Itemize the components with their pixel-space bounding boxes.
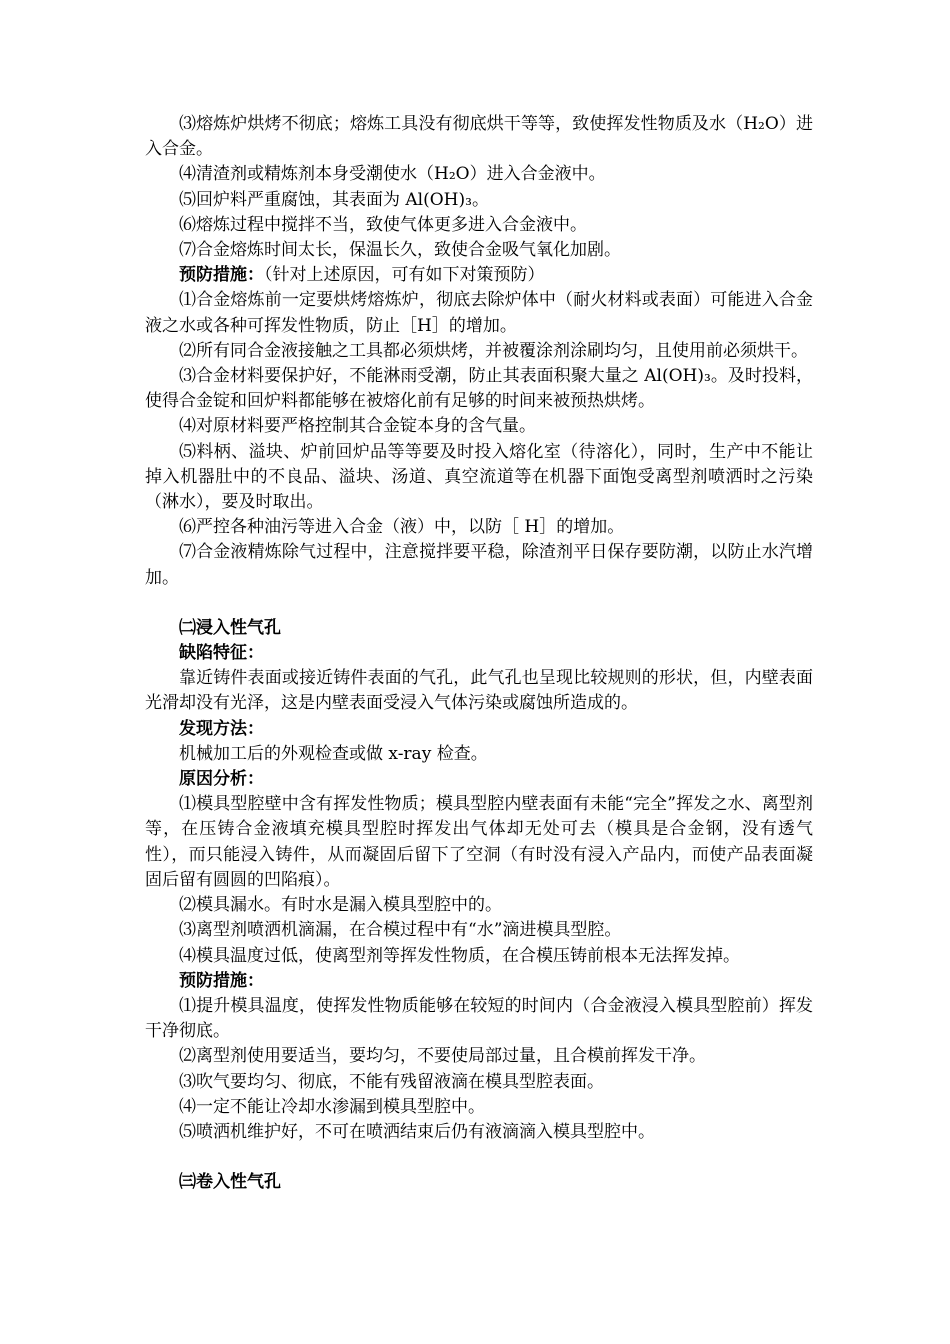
feature-text: 靠近铸件表面或接近铸件表面的气孔，此气孔也呈现比较规则的形状，但，内壁表面光滑却没有光泽，这是内壁表面受浸入气体污染或腐蚀所造成的。 [145, 668, 813, 714]
prevention-item: ⑷一定不能让冷却水渗漏到模具型腔中。 [179, 1096, 485, 1117]
prevention-item: ⑺合金液精炼除气过程中，注意搅拌要平稳，除渣剂平日保存要防潮，以防止水汽增加。 [145, 542, 813, 588]
prevention-item: ⑵离型剂使用要适当，要均匀，不要使局部过量，且合模前挥发干净。 [179, 1046, 706, 1067]
cause-item: ⑷清渣剂或精炼剂本身受潮使水（H₂O）进入合金液中。 [179, 164, 606, 185]
cause-label: 原因分析： [179, 769, 264, 790]
cause-item: ⑺合金熔炼时间太长，保温长久，致使合金吸气氧化加剧。 [179, 240, 621, 261]
prevention-heading-line [145, 263, 813, 288]
prevention-item: ⑶吹气要均匀、彻底，不能有残留液滴在模具型腔表面。 [179, 1071, 604, 1092]
cause-item: ⑶离型剂喷洒机滴漏，在合模过程中有“水”滴进模具型腔。 [179, 920, 622, 941]
cause-item: ⑸回炉料严重腐蚀，其表面为 Al(OH)₃。 [179, 189, 489, 210]
prevention-item: ⑹严控各种油污等进入合金（液）中，以防［ H］的增加。 [179, 517, 625, 538]
prevention-item: ⑴提升模具温度，使挥发性物质能够在较短的时间内（合金液浸入模具型腔前）挥发干净彻底。 [145, 995, 813, 1042]
feature-label: 缺陷特征： [179, 643, 264, 664]
find-label: 发现方法： [179, 718, 264, 739]
section-gap [145, 1145, 813, 1170]
prevention-item: ⑴合金熔炼前一定要烘烤熔炼炉，彻底去除炉体中（耐火材料或表面）可能进入合金液之水或各种可挥发性物质，防止［H］的增加。 [145, 290, 813, 336]
document-page [145, 112, 813, 1195]
prevention-note: （针对上述原因，可有如下对策预防） [264, 265, 545, 286]
section-title: ㈡浸入性气孔 [179, 617, 281, 638]
cause-item: ⑴模具型腔壁中含有挥发性物质；模具型腔内壁表面有未能“完全”挥发之水、离型剂等，在压铸合金液填充模具型腔时挥发出气体却无处可去（模具是合金钢，没有透气性），而只能浸入铸件，从而凝固后留下了空洞（有时没有浸入产品内，而使产品表面凝固后留有圆圆的凹陷痕）。 [145, 794, 813, 890]
section-title: ㈢卷入性气孔 [179, 1172, 281, 1193]
section-gap [145, 591, 813, 616]
prevention-item: ⑸料柄、溢块、炉前回炉品等等要及时投入熔化室（待溶化），同时，生产中不能让掉入机器肚中的不良品、溢块、汤道、真空流道等在机器下面饱受离型剂喷洒时之污染（淋水），要及时取出。 [145, 441, 813, 513]
prevention-item: ⑶合金材料要保护好，不能淋雨受潮，防止其表面积聚大量之 Al(OH)₃。及时投料，使得合金锭和回炉料都能够在被熔化前有足够的时间来被预热烘烤。 [145, 366, 813, 412]
find-text: 机械加工后的外观检查或做 x-ray 检查。 [179, 743, 488, 764]
cause-item: ⑷模具温度过低，使离型剂等挥发性物质，在合模压铸前根本无法挥发掉。 [179, 945, 740, 966]
prevention-label: 预防措施： [179, 265, 264, 286]
prevention-item: ⑸喷洒机维护好，不可在喷洒结束后仍有液滴滴入模具型腔中。 [179, 1121, 655, 1142]
prevention-item: ⑵所有同合金液接触之工具都必须烘烤，并被覆涂剂涂刷均匀，且使用前必须烘干。 [179, 340, 808, 361]
cause-item: ⑶熔炼炉烘烤不彻底；熔炼工具没有彻底烘干等等，致使挥发性物质及水（H₂O）进入合金。 [145, 114, 813, 160]
cause-item: ⑹熔炼过程中搅拌不当，致使气体更多进入合金液中。 [179, 214, 587, 235]
prevention-item: ⑷对原材料要严格控制其合金锭本身的含气量。 [179, 416, 536, 437]
prevention-label: 预防措施： [179, 970, 264, 991]
cause-item: ⑵模具漏水。有时水是漏入模具型腔中的。 [179, 895, 502, 916]
